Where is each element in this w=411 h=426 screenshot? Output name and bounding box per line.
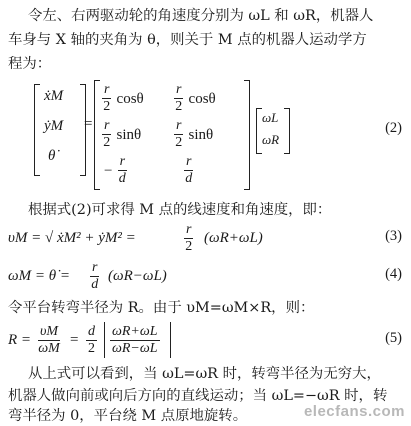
- lhs-theta-dot: θ̇: [48, 148, 56, 164]
- paragraph-1-line-1: 令左、右两驱动轮的角速度分别为 ωL 和 ωR，机器人: [28, 8, 374, 24]
- equation-2-number: (2): [385, 120, 402, 136]
- eq5-lhs: R =: [8, 332, 32, 348]
- watermark-logo: elecfans.com: [303, 403, 405, 420]
- omega-r: ωR: [262, 132, 280, 147]
- matrix-cell-1-1: $\frac{r}{2}$ cosθ: [103, 82, 144, 114]
- equation-3: [8, 222, 408, 258]
- equation-4-number: (4): [385, 266, 402, 282]
- abs-left-bar: [104, 322, 105, 358]
- equation-4: [8, 258, 408, 294]
- paragraph-4-line-3: 弯半径为 0，平台绕 M 点原地旋转。: [8, 408, 248, 424]
- matrix-left-bracket: [94, 80, 100, 190]
- lhs-x-dot: ẋM: [44, 88, 64, 104]
- eq4-rhs: (ωR−ωL): [108, 268, 167, 284]
- paragraph-1-line-3: 程为：: [8, 56, 52, 72]
- eq5-fraction-2: $\frac{d}{2}$: [88, 324, 95, 356]
- matrix-cell-1-2: $\frac{r}{2}$ cosθ: [175, 82, 216, 114]
- eq5-equals: =: [70, 332, 79, 348]
- omega-l: ωL: [262, 110, 279, 125]
- eq5-fraction-1: $\frac{\upsilon M}{\omega M}$: [38, 324, 60, 356]
- equation-5: [8, 320, 408, 360]
- paragraph-2: 根据式(2)可求得 M 点的线速度和角速度，即：: [28, 202, 332, 218]
- equation-3-number: (3): [385, 228, 402, 244]
- lhs-y-dot: ẏM: [44, 118, 64, 134]
- paragraph-3: 令平台转弯半径为 R。由于 υM=ωM×R，则：: [8, 300, 315, 316]
- matrix-cell-2-1: $\frac{r}{2}$ sinθ: [103, 118, 142, 150]
- abs-right-bar: [170, 322, 171, 358]
- equals-sign: =: [84, 116, 93, 132]
- matrix-cell-3-1: − $\frac{r}{d}$: [104, 154, 126, 186]
- eq3-rhs: (ωR+ωL): [204, 230, 263, 246]
- eq3-lhs: υM = √ ẋM² + ẏM² =: [8, 230, 136, 246]
- equation-5-number: (5): [385, 330, 402, 346]
- lhs-left-bracket: [34, 84, 40, 176]
- paragraph-1-line-2: 车身与 X 轴的夹角为 θ，则关于 M 点的机器人运动学方: [8, 32, 367, 48]
- eq3-fraction: $\frac{r}{2}$: [185, 222, 193, 254]
- omega-right-bracket: [284, 108, 290, 154]
- eq5-fraction-3: $\frac{\omega R+\omega L}{\omega R-\omega L}$: [112, 324, 158, 356]
- equation-2: [8, 78, 408, 194]
- paragraph-4-line-1: 从上式可以看到，当 ωL=ωR 时，转弯半径为无穷大，: [28, 366, 381, 382]
- paragraph-4-line-2: 机器人做向前或向后方向的直线运动；当 ωL=−ωR 时，转: [8, 388, 388, 404]
- matrix-cell-3-2: $\frac{r}{d}$: [185, 154, 193, 186]
- eq4-lhs: ωM = θ̇ =: [8, 268, 70, 284]
- eq4-fraction: $\frac{r}{d}$: [91, 260, 99, 292]
- matrix-right-bracket: [244, 80, 250, 190]
- matrix-cell-2-2: $\frac{r}{2}$ sinθ: [175, 118, 214, 150]
